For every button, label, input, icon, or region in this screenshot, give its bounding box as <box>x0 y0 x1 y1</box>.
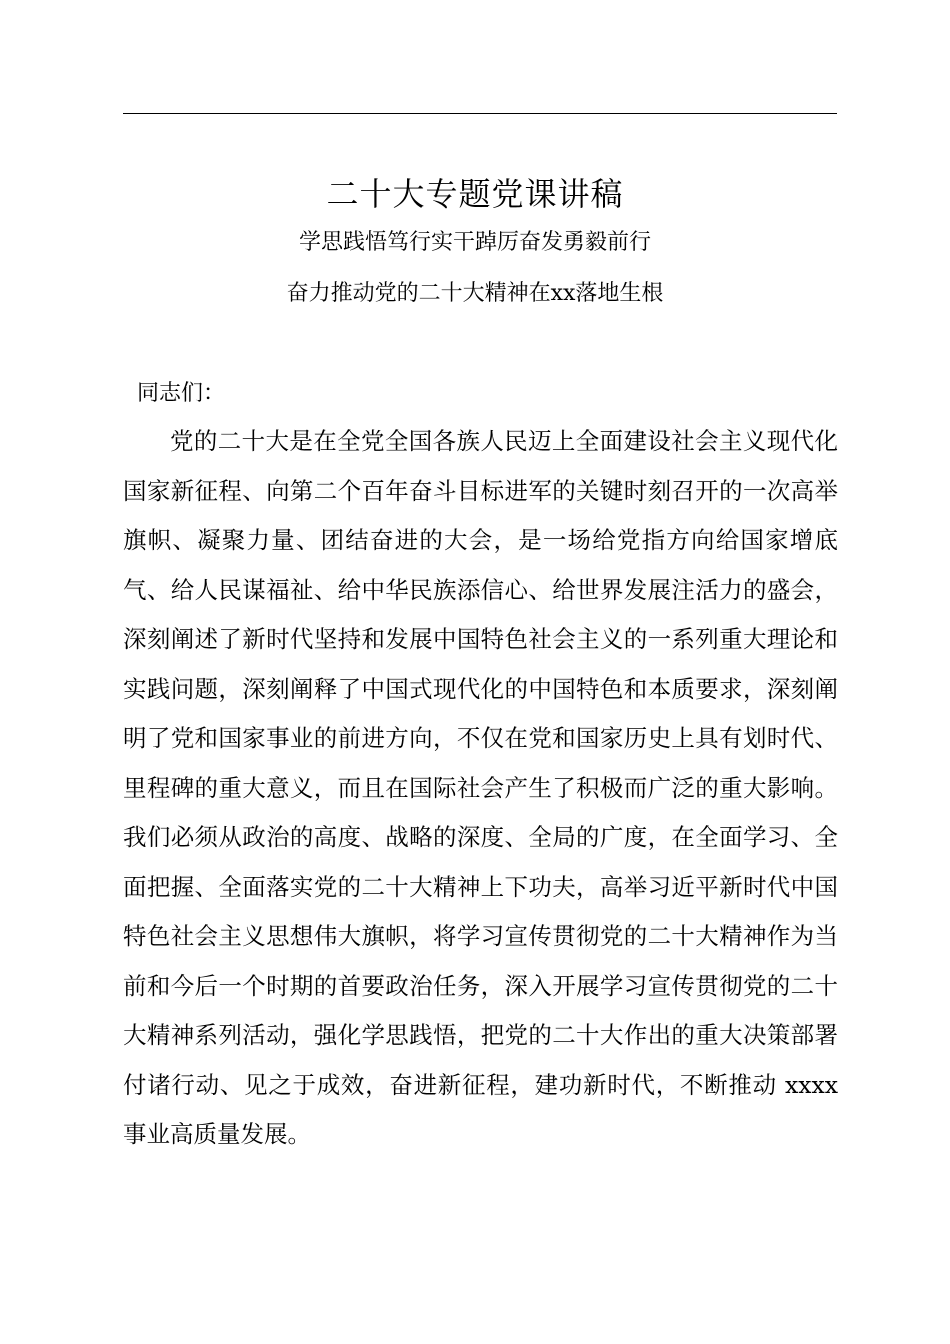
body-text-part-1: 党的二十大是在全党全国各族人民迈上全面建设社会主义现代化国家新征程、向第二个百年奋斗目标进军的关键时刻召开的一次高举旗帜、凝聚力量、团结奋进的大会，是一场给党指方向给国家增底气、给人民谋福祉、给中华民族添信心、给世界发展注活力的盛会，深刻阐述了新时代坚持和发展中国特色社会主义的一系列重大理论和实践问题，深刻阐释了中国式现代化的中国特色和本质要求，深刻阐明了党和国家事业的前进方向，不仅在党和国家历史上具有划时代、里程碑的重大意义，而且在国际社会产生了积极而广泛的重大影响。我们必须从政治的高度、战略的深度、全局的广度，在全面学习、全面把握、全面落实党的二十大精神上下功夫，高举习近平新时代中国特色社会主义思想伟大旗帜，将学习宣传贯彻党的二十大精神作为当前和今后一个时期的首要政治任务，深入开展学习宣传贯彻党的二十大精神系列活动，强化学思践悟，把党的二十大作出的重大决策部署付诸行动、见之于成效，奋进新征程，建功新时代，不断推动 <box>123 427 838 1099</box>
subtitle-line-2-suffix: 落地生根 <box>575 281 664 306</box>
subtitle-placeholder: xx <box>550 281 576 306</box>
body-placeholder: xxxx <box>784 1070 838 1099</box>
subtitle-line-2 <box>0 277 950 311</box>
greeting: 同志们： <box>137 381 226 406</box>
subtitle-line-2-prefix: 奋力推动党的二十大精神在 <box>286 281 551 306</box>
subtitle-line-1: 学思践悟笃行实干踔厉奋发勇毅前行 <box>298 230 651 255</box>
body-text-part-2: 事业高质量发展。 <box>123 1120 311 1148</box>
header-rule <box>123 113 837 114</box>
body-paragraph <box>123 417 838 1160</box>
document-title: 二十大专题党课讲稿 <box>326 175 624 213</box>
